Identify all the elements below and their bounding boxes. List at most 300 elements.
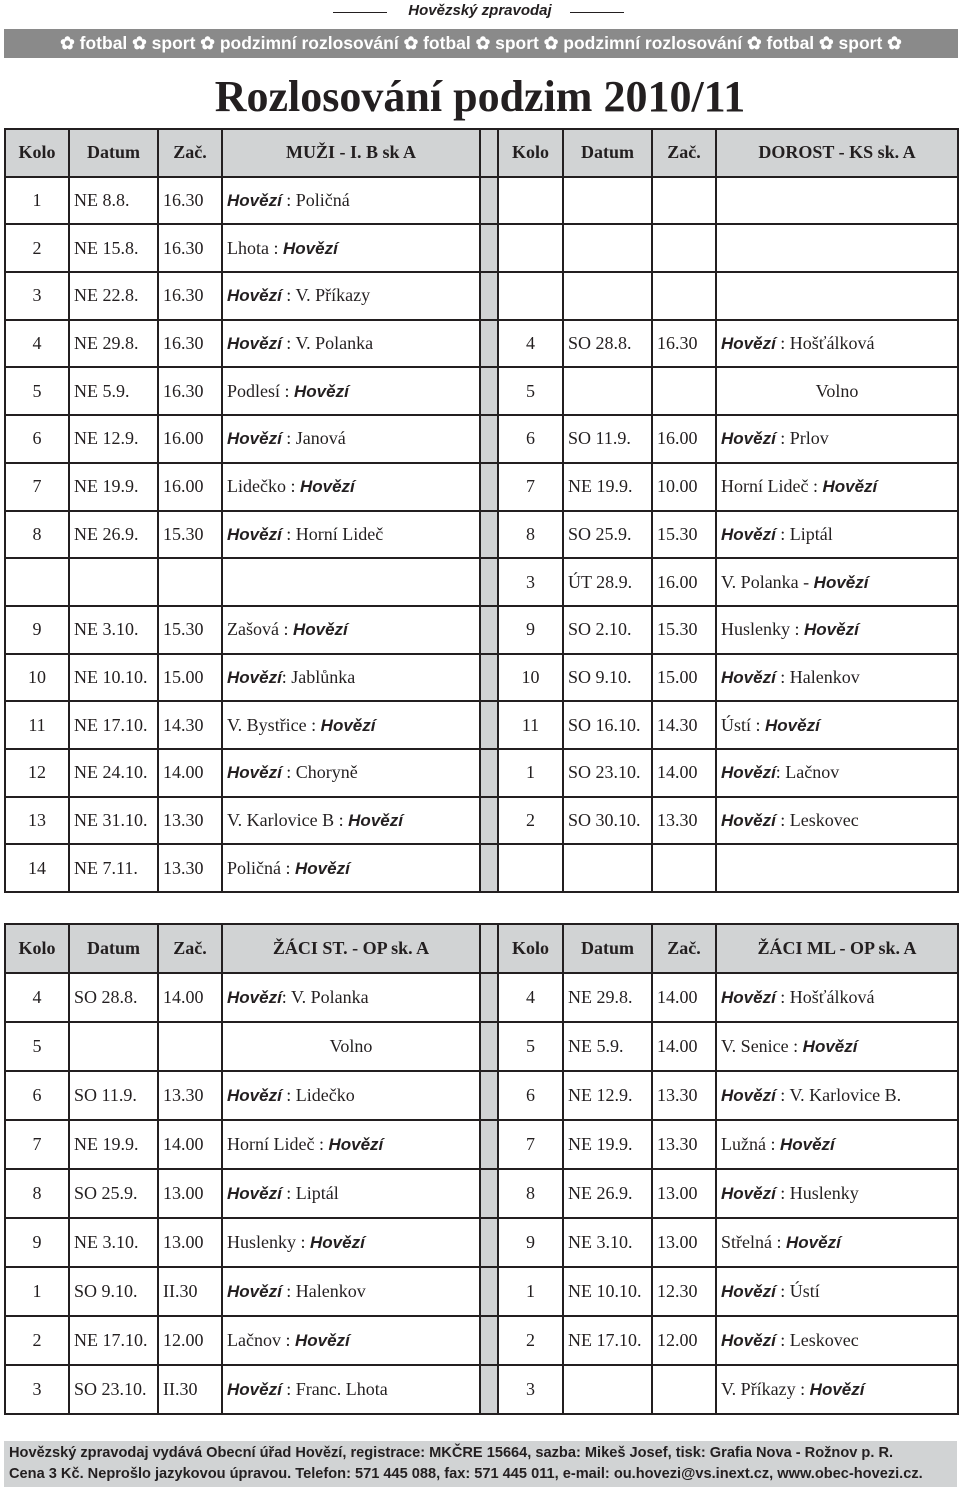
kickoff-time: 16.00 xyxy=(158,463,222,511)
kickoff-time: 16.30 xyxy=(158,320,222,368)
round-number: 4 xyxy=(498,320,563,368)
match-date: NE 19.9. xyxy=(69,463,158,511)
match-date: SO 23.10. xyxy=(563,749,652,797)
match-fixture xyxy=(222,558,480,606)
match-date: SO 23.10. xyxy=(69,1365,158,1414)
match-fixture xyxy=(716,1071,958,1120)
match-date: SO 30.10. xyxy=(563,797,652,845)
match-date: NE 15.8. xyxy=(69,224,158,272)
match-date: NE 22.8. xyxy=(69,272,158,320)
team-part: Poličná : xyxy=(227,857,295,878)
column-separator xyxy=(480,1022,498,1071)
table-row xyxy=(5,1022,958,1071)
kickoff-time: 14.00 xyxy=(652,1022,716,1071)
match-fixture xyxy=(222,415,480,463)
match-date: SO 25.9. xyxy=(69,1169,158,1218)
round-number: 2 xyxy=(498,797,563,845)
kickoff-time: 14.00 xyxy=(652,749,716,797)
table-row xyxy=(5,606,958,654)
home-team: Hovězí xyxy=(721,988,776,1007)
match-fixture xyxy=(716,177,958,225)
team-part: : Jablůnka xyxy=(281,666,356,687)
team-part: Huslenky : xyxy=(721,619,804,640)
column-separator xyxy=(480,1169,498,1218)
kickoff-time xyxy=(652,272,716,320)
match-fixture xyxy=(716,558,958,606)
match-date: NE 10.10. xyxy=(563,1267,652,1316)
kickoff-time: 13.00 xyxy=(158,1169,222,1218)
kickoff-time: 16.30 xyxy=(652,320,716,368)
schedule-table-pupils xyxy=(4,923,959,1415)
table-row xyxy=(5,1365,958,1414)
kickoff-time: 13.30 xyxy=(158,844,222,892)
round-number: 10 xyxy=(498,654,563,702)
team-part: : Huslenky xyxy=(775,1183,859,1203)
match-date xyxy=(563,177,652,225)
away-team: Hovězí xyxy=(299,477,355,497)
table-row xyxy=(5,844,958,892)
round-number: 11 xyxy=(498,701,563,749)
home-team: Hovězí xyxy=(721,1282,776,1301)
home-team: Hovězí xyxy=(721,524,776,544)
kickoff-time: 13.00 xyxy=(158,1218,222,1267)
home-team: Hovězí xyxy=(227,763,282,783)
round-number: 9 xyxy=(498,1218,563,1267)
column-separator xyxy=(480,1120,498,1169)
home-team: Hovězí xyxy=(227,334,282,354)
kickoff-time: 12.30 xyxy=(652,1267,716,1316)
column-separator xyxy=(480,415,498,463)
kickoff-time: 16.30 xyxy=(158,367,222,415)
kickoff-time: 15.30 xyxy=(652,511,716,559)
match-fixture xyxy=(222,654,480,702)
match-fixture xyxy=(222,367,480,415)
table-row xyxy=(5,463,958,511)
footer-line-1: Hovězský zpravodaj vydává Obecní úřad Hovězí, registrace: MKČRE 15664, sazba: Mikeš Josef, tisk: Grafia Nova - Rožnov p. R. xyxy=(9,1445,894,1461)
match-date: NE 10.10. xyxy=(69,654,158,702)
team-part: Ústí : xyxy=(721,714,766,735)
match-fixture xyxy=(716,973,958,1022)
round-number xyxy=(498,272,563,320)
match-date: NE 12.9. xyxy=(563,1071,652,1120)
round-number: 7 xyxy=(5,1120,69,1169)
round-number: 7 xyxy=(498,1120,563,1169)
round-number: 12 xyxy=(5,749,69,797)
column-separator xyxy=(480,224,498,272)
away-team: Hovězí xyxy=(804,620,859,640)
away-team: Hovězí xyxy=(348,810,403,830)
match-fixture xyxy=(716,224,958,272)
round-number: 6 xyxy=(498,1071,563,1120)
column-separator xyxy=(480,701,498,749)
kickoff-time xyxy=(158,558,222,606)
column-header: Datum xyxy=(563,129,652,177)
match-fixture xyxy=(222,1365,480,1414)
match-fixture xyxy=(716,415,958,463)
match-fixture xyxy=(222,749,480,797)
away-team: Hovězí xyxy=(809,1380,865,1399)
column-separator xyxy=(480,177,498,225)
away-team: Hovězí xyxy=(765,715,820,735)
column-header: Zač. xyxy=(158,129,222,177)
match-date: NE 19.9. xyxy=(563,1120,652,1169)
match-date: NE 26.9. xyxy=(563,1169,652,1218)
round-number: 1 xyxy=(498,749,563,797)
kickoff-time: 16.30 xyxy=(158,224,222,272)
match-fixture xyxy=(716,606,958,654)
team-part: V. Polanka - xyxy=(721,571,814,592)
home-team: Hovězí xyxy=(721,429,776,449)
footer-line-2: Cena 3 Kč. Neprošlo jazykovou úpravou. Telefon: 571 445 088, fax: 571 445 011, e-mail: ou.hovezi@vs.inext.cz, www.obec-hovezi.cz. xyxy=(9,1466,923,1482)
table-row xyxy=(5,1267,958,1316)
round-number: 13 xyxy=(5,797,69,845)
column-separator xyxy=(480,749,498,797)
round-number: 3 xyxy=(498,558,563,606)
away-team: Hovězí xyxy=(294,381,349,401)
column-header: ŽÁCI ST. - OP sk. A xyxy=(222,924,480,973)
match-date: NE 3.10. xyxy=(563,1218,652,1267)
round-number: 8 xyxy=(498,1169,563,1218)
publication-name: Hovězský zpravodaj xyxy=(408,2,552,19)
table-row xyxy=(5,749,958,797)
column-header: Datum xyxy=(69,924,158,973)
team-part: Horní Lideč : xyxy=(721,476,823,497)
match-fixture xyxy=(222,1071,480,1120)
round-number: 1 xyxy=(498,1267,563,1316)
away-team: Hovězí xyxy=(295,858,350,878)
column-separator xyxy=(480,1071,498,1120)
round-number: 8 xyxy=(5,1169,69,1218)
match-fixture xyxy=(222,1120,480,1169)
table-row xyxy=(5,701,958,749)
kickoff-time xyxy=(652,367,716,415)
match-date: NE 31.10. xyxy=(69,797,158,845)
match-fixture xyxy=(716,844,958,892)
column-separator xyxy=(480,844,498,892)
away-team: Hovězí xyxy=(786,1233,841,1252)
column-header: Zač. xyxy=(158,924,222,973)
kickoff-time: 15.30 xyxy=(652,606,716,654)
team-part: Podlesí : xyxy=(227,380,295,401)
round-number: 14 xyxy=(5,844,69,892)
match-date: NE 7.11. xyxy=(69,844,158,892)
kickoff-time: II.30 xyxy=(158,1267,222,1316)
kickoff-time: 13.30 xyxy=(158,797,222,845)
column-separator xyxy=(480,1316,498,1365)
kickoff-time xyxy=(652,177,716,225)
match-fixture xyxy=(716,1316,958,1365)
round-number: 7 xyxy=(498,463,563,511)
match-date: NE 17.10. xyxy=(69,701,158,749)
match-date xyxy=(563,224,652,272)
kickoff-time xyxy=(652,844,716,892)
round-number: 1 xyxy=(5,1267,69,1316)
table-row xyxy=(5,511,958,559)
match-fixture xyxy=(716,1365,958,1414)
kickoff-time: 16.30 xyxy=(158,272,222,320)
team-part: : V. Karlovice B. xyxy=(775,1085,902,1105)
round-number: 4 xyxy=(498,973,563,1022)
home-team: Hovězí xyxy=(721,1086,776,1105)
match-fixture xyxy=(222,272,480,320)
match-fixture xyxy=(222,606,480,654)
away-team: Hovězí xyxy=(813,572,869,592)
home-team: Hovězí xyxy=(227,286,282,306)
match-fixture xyxy=(716,797,958,845)
round-number xyxy=(498,177,563,225)
column-separator xyxy=(480,654,498,702)
team-part: Horní Lideč : xyxy=(227,1134,329,1154)
match-fixture xyxy=(222,1022,480,1071)
table-row xyxy=(5,1071,958,1120)
match-date xyxy=(563,272,652,320)
match-fixture xyxy=(222,177,480,225)
round-number: 4 xyxy=(5,973,69,1022)
match-date: NE 5.9. xyxy=(563,1022,652,1071)
team-part: : Prlov xyxy=(775,428,829,449)
table-row xyxy=(5,797,958,845)
home-team: Hovězí xyxy=(721,334,776,354)
match-date: NE 19.9. xyxy=(69,1120,158,1169)
round-number: 9 xyxy=(5,606,69,654)
team-part: Huslenky : xyxy=(227,1232,310,1252)
match-fixture xyxy=(716,701,958,749)
kickoff-time: 14.00 xyxy=(652,973,716,1022)
match-fixture xyxy=(222,701,480,749)
team-part: : Ústí xyxy=(775,1281,820,1301)
round-number: 5 xyxy=(5,1022,69,1071)
away-team: Hovězí xyxy=(310,1233,365,1252)
home-team: Hovězí xyxy=(227,1380,282,1399)
home-team: Hovězí xyxy=(721,1184,776,1203)
home-team: Hovězí xyxy=(721,667,776,687)
table-row xyxy=(5,973,958,1022)
column-separator xyxy=(480,320,498,368)
column-header: Zač. xyxy=(652,129,716,177)
kickoff-time: 16.00 xyxy=(158,415,222,463)
match-fixture xyxy=(716,1267,958,1316)
column-separator xyxy=(480,924,498,973)
column-header: Datum xyxy=(563,924,652,973)
match-date xyxy=(69,558,158,606)
match-date xyxy=(563,367,652,415)
home-team: Hovězí xyxy=(227,429,282,449)
round-number: 11 xyxy=(5,701,69,749)
match-date: ÚT 28.9. xyxy=(563,558,652,606)
match-date: SO 28.8. xyxy=(69,973,158,1022)
match-fixture xyxy=(222,511,480,559)
table-row xyxy=(5,1169,958,1218)
kickoff-time: 15.00 xyxy=(652,654,716,702)
match-fixture xyxy=(716,1120,958,1169)
column-separator xyxy=(480,129,498,177)
column-separator xyxy=(480,558,498,606)
table-row xyxy=(5,1218,958,1267)
column-separator xyxy=(480,463,498,511)
kickoff-time: 13.30 xyxy=(158,1071,222,1120)
kickoff-time: 16.00 xyxy=(652,558,716,606)
kickoff-time xyxy=(158,1022,222,1071)
home-team: Hovězí xyxy=(227,191,282,211)
team-part: V. Karlovice B : xyxy=(227,809,349,830)
kickoff-time: 12.00 xyxy=(652,1316,716,1365)
kickoff-time: 14.30 xyxy=(158,701,222,749)
team-part: : Leskovec xyxy=(775,809,859,830)
match-date: NE 29.8. xyxy=(563,973,652,1022)
kickoff-time: 12.00 xyxy=(158,1316,222,1365)
column-header: Kolo xyxy=(5,129,69,177)
team-part: V. Bystřice : xyxy=(227,714,321,735)
team-part: : Lačnov xyxy=(775,762,840,783)
home-team: Hovězí xyxy=(227,1086,282,1105)
column-separator xyxy=(480,1365,498,1414)
match-date: NE 12.9. xyxy=(69,415,158,463)
page-title: Rozlosování podzim 2010/11 xyxy=(214,72,746,121)
kickoff-time: 16.30 xyxy=(158,177,222,225)
round-number: 5 xyxy=(5,367,69,415)
round-number: 2 xyxy=(498,1316,563,1365)
schedule-table-men-youth xyxy=(4,128,959,893)
team-part: : Hošťálková xyxy=(775,333,875,354)
team-part: : Lidečko xyxy=(281,1085,355,1105)
column-separator xyxy=(480,272,498,320)
match-fixture xyxy=(222,973,480,1022)
round-number: 2 xyxy=(5,1316,69,1365)
table-row xyxy=(5,1120,958,1169)
team-part: : Poličná xyxy=(281,190,350,211)
away-team: Hovězí xyxy=(283,238,338,258)
round-number xyxy=(498,224,563,272)
round-number: 9 xyxy=(5,1218,69,1267)
team-part: : Hošťálková xyxy=(775,987,875,1007)
kickoff-time: 10.00 xyxy=(652,463,716,511)
match-fixture xyxy=(716,1022,958,1071)
match-date xyxy=(563,1365,652,1414)
match-date: NE 8.8. xyxy=(69,177,158,225)
home-team: Hovězí xyxy=(227,988,282,1007)
match-fixture xyxy=(222,797,480,845)
column-separator xyxy=(480,367,498,415)
match-date: SO 25.9. xyxy=(563,511,652,559)
kickoff-time: 13.30 xyxy=(652,797,716,845)
team-part: : Halenkov xyxy=(775,666,860,687)
table-row xyxy=(5,558,958,606)
team-part: : Halenkov xyxy=(281,1281,366,1301)
match-date: NE 24.10. xyxy=(69,749,158,797)
round-number: 2 xyxy=(5,224,69,272)
column-separator xyxy=(480,1267,498,1316)
kickoff-time: 13.00 xyxy=(652,1218,716,1267)
match-date: NE 3.10. xyxy=(69,1218,158,1267)
match-fixture xyxy=(222,1316,480,1365)
kickoff-time: 13.00 xyxy=(652,1169,716,1218)
sport-banner: ✿ fotbal ✿ sport ✿ podzimní rozlosování ✿ fotbal ✿ sport ✿ podzimní rozlosování ✿ fotbal ✿ sport ✿ xyxy=(4,29,958,58)
match-date xyxy=(563,844,652,892)
kickoff-time: II.30 xyxy=(158,1365,222,1414)
away-team: Hovězí xyxy=(779,1135,835,1154)
round-number: 8 xyxy=(5,511,69,559)
column-separator xyxy=(480,511,498,559)
round-number xyxy=(5,558,69,606)
bye-label: Volno xyxy=(815,380,859,401)
match-fixture xyxy=(716,1218,958,1267)
match-date: NE 17.10. xyxy=(69,1316,158,1365)
match-fixture xyxy=(222,1267,480,1316)
column-separator xyxy=(480,797,498,845)
team-part: Lidečko : xyxy=(227,476,300,497)
match-fixture xyxy=(716,749,958,797)
match-date: SO 28.8. xyxy=(563,320,652,368)
match-fixture xyxy=(222,463,480,511)
home-team: Hovězí xyxy=(227,667,282,687)
kickoff-time: 16.00 xyxy=(652,415,716,463)
away-team: Hovězí xyxy=(822,477,878,497)
team-part: : Liptál xyxy=(775,523,833,544)
kickoff-time: 14.00 xyxy=(158,749,222,797)
team-part: V. Senice : xyxy=(721,1036,803,1056)
match-fixture xyxy=(222,224,480,272)
team-part: : V. Polanka xyxy=(281,987,369,1007)
match-date: SO 2.10. xyxy=(563,606,652,654)
column-separator xyxy=(480,1218,498,1267)
kickoff-time: 15.30 xyxy=(158,511,222,559)
kickoff-time: 14.00 xyxy=(158,1120,222,1169)
match-date: NE 26.9. xyxy=(69,511,158,559)
column-separator xyxy=(480,606,498,654)
home-team: Hovězí xyxy=(227,524,282,544)
round-number: 6 xyxy=(5,415,69,463)
kickoff-time: 13.30 xyxy=(652,1071,716,1120)
match-fixture xyxy=(716,511,958,559)
round-number: 5 xyxy=(498,367,563,415)
column-header: Kolo xyxy=(498,924,563,973)
home-team: Hovězí xyxy=(227,1282,282,1301)
kickoff-time xyxy=(652,1365,716,1414)
kickoff-time: 14.00 xyxy=(158,973,222,1022)
team-part: : Choryně xyxy=(281,762,358,783)
kickoff-time: 15.00 xyxy=(158,654,222,702)
round-number: 8 xyxy=(498,511,563,559)
round-number: 1 xyxy=(5,177,69,225)
table-header-row xyxy=(5,129,958,177)
match-fixture xyxy=(716,1169,958,1218)
match-date xyxy=(69,1022,158,1071)
match-fixture xyxy=(222,1218,480,1267)
match-date: SO 11.9. xyxy=(69,1071,158,1120)
round-number: 6 xyxy=(498,415,563,463)
home-team: Hovězí xyxy=(721,763,776,783)
away-team: Hovězí xyxy=(292,620,348,640)
team-part: Zašová : xyxy=(227,619,293,640)
column-separator xyxy=(480,973,498,1022)
table-header-row xyxy=(5,924,958,973)
match-date: SO 9.10. xyxy=(69,1267,158,1316)
match-date: NE 5.9. xyxy=(69,367,158,415)
team-part: Střelná : xyxy=(721,1232,786,1252)
round-number: 7 xyxy=(5,463,69,511)
match-date: NE 3.10. xyxy=(69,606,158,654)
team-part: : V. Příkazy xyxy=(281,285,371,306)
table-row xyxy=(5,1316,958,1365)
away-team: Hovězí xyxy=(320,715,376,735)
team-part: V. Příkazy : xyxy=(721,1379,810,1399)
match-date: NE 17.10. xyxy=(563,1316,652,1365)
column-header: Kolo xyxy=(5,924,69,973)
table-row xyxy=(5,177,958,225)
match-fixture xyxy=(716,320,958,368)
column-header: ŽÁCI ML - OP sk. A xyxy=(716,924,958,973)
away-team: Hovězí xyxy=(328,1135,384,1154)
